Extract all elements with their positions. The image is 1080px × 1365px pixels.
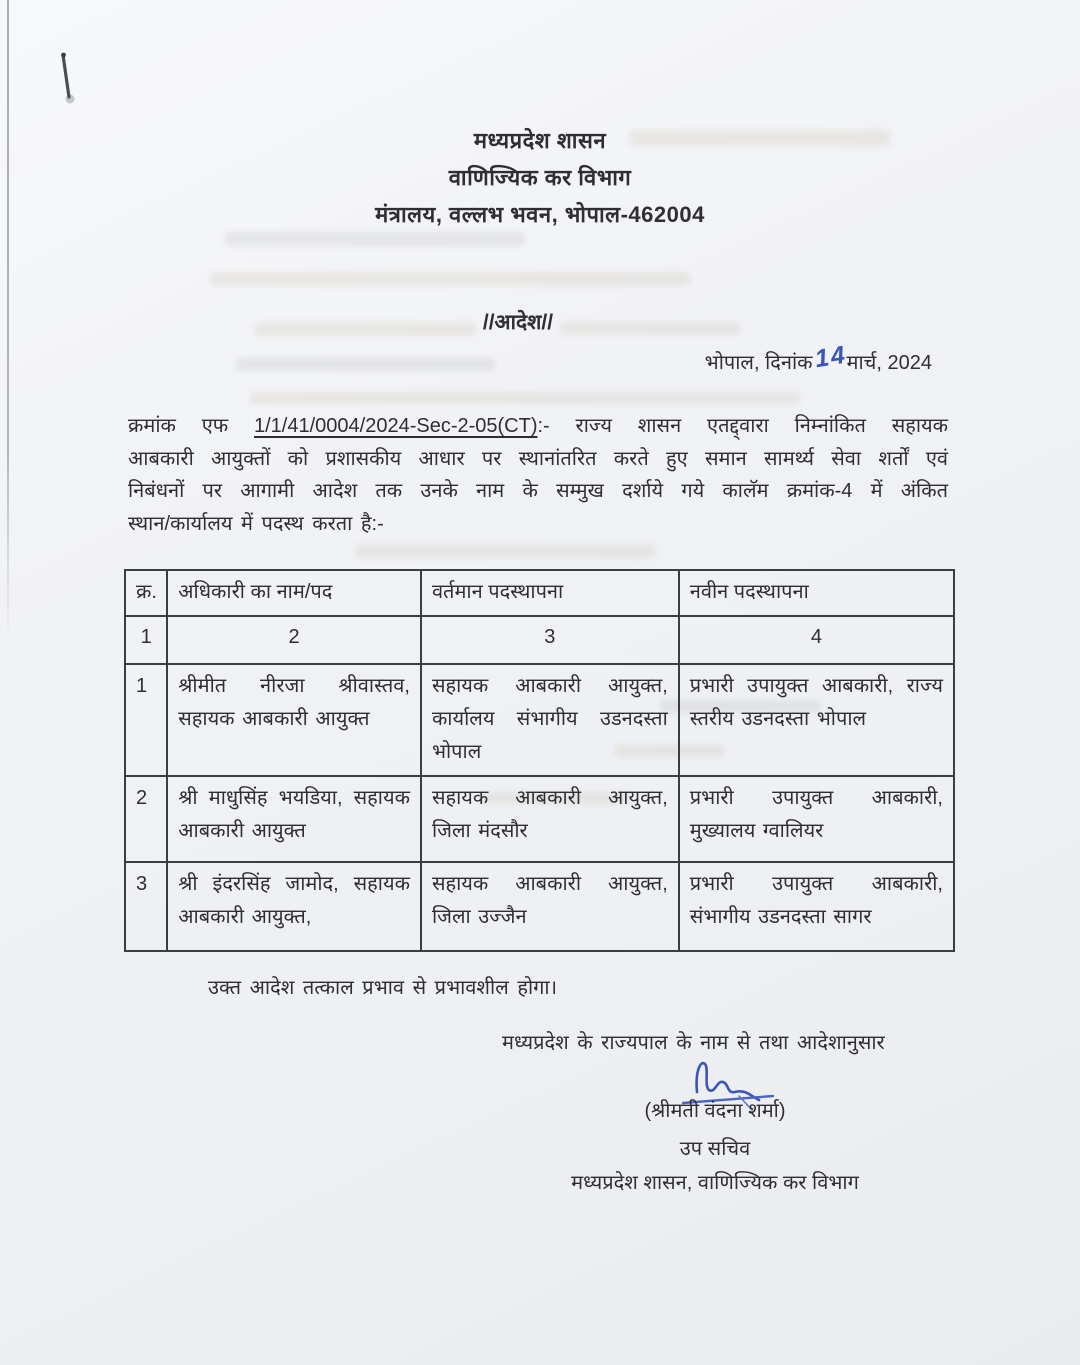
govt-name: मध्यप्रदेश शासन [473, 128, 607, 153]
reference-number: 1/1/41/0004/2024-Sec-2-05(CT) [254, 415, 538, 437]
handwritten-day: 14 [812, 340, 849, 374]
col-header-sno: क्र. [125, 570, 167, 616]
officer-name: श्री माधुसिंह भयडिया, सहायक आबकारी आयुक्त [167, 776, 421, 862]
row-sno: 1 [125, 664, 167, 776]
new-posting: प्रभारी उपायुक्त आबकारी, मुख्यालय ग्वालियर [679, 776, 954, 862]
ghost-showthrough [355, 545, 655, 558]
col-header-name: अधिकारी का नाम/पद [167, 570, 421, 616]
signatory-block [500, 1098, 930, 1196]
col-number-1: 1 [125, 616, 167, 664]
letterhead [0, 122, 1080, 233]
col-header-current-posting: वर्तमान पदस्थापना [421, 570, 679, 616]
current-posting: सहायक आबकारी आयुक्त, जिला उज्जैन [421, 862, 679, 951]
pen-stroke-mark [52, 45, 92, 115]
ghost-showthrough [235, 358, 495, 371]
table-row [125, 776, 954, 862]
new-posting: प्रभारी उपायुक्त आबकारी, संभागीय उडनदस्ता सागर [679, 862, 954, 951]
new-posting: प्रभारी उपायुक्त आबकारी, राज्य स्तरीय उडनदस्ता भोपाल [679, 664, 954, 776]
row-sno: 3 [125, 862, 167, 951]
order-title: //आदेश// [482, 311, 554, 334]
current-posting: सहायक आबकारी आयुक्त, जिला मंदसौर [421, 776, 679, 862]
column-number-row [125, 616, 954, 664]
office-address: मंत्रालय, वल्लभ भवन, भोपाल-462004 [375, 202, 705, 227]
reference-prefix: क्रमांक एफ [128, 415, 254, 437]
col-header-new-posting: नवीन पदस्थापना [679, 570, 954, 616]
table-row [125, 664, 954, 776]
body-line-1 [128, 410, 948, 443]
table-header-row [125, 570, 954, 616]
col-number-3: 3 [421, 616, 679, 664]
table-row [125, 862, 954, 951]
body-line-1-rest: :- राज्य शासन एतद्द्वारा निम्नांकित सहायक [537, 415, 948, 437]
ghost-showthrough [225, 232, 525, 246]
date-prefix: भोपाल, दिनांक [704, 352, 813, 374]
closing-sentence: उक्त आदेश तत्काल प्रभाव से प्रभावशील होगा। [208, 977, 558, 999]
department-name: वाणिज्यिक कर विभाग [448, 165, 632, 190]
officer-name: श्री इंदरसिंह जामोद, सहायक आबकारी आयुक्त, [167, 862, 421, 951]
current-posting: सहायक आबकारी आयुक्त, कार्यालय संभागीय उडनदस्ता भोपाल [421, 664, 679, 776]
row-sno: 2 [125, 776, 167, 862]
body-line-4: स्थान/कार्यालय में पदस्थ करता है:- [128, 512, 384, 535]
col-number-4: 4 [679, 616, 954, 664]
body-line-2: आबकारी आयुक्तों को प्रशासकीय आधार पर स्थानांतरित करते हुए समान सामर्थ्य सेवा शर्तों एवं [128, 447, 948, 470]
body-line-3: निबंधनों पर आगामी आदेश तक उनके नाम के सम्मुख दर्शाये गये कालॅम क्रमांक-4 में अंकित [128, 480, 948, 502]
signatory-designation: उप सचिव [679, 1138, 751, 1160]
col-number-2: 2 [167, 616, 421, 664]
officer-name: श्रीमीत नीरजा श्रीवास्तव, सहायक आबकारी आयुक्त [167, 664, 421, 776]
ghost-showthrough [210, 272, 690, 286]
signatory-name: (श्रीमती वंदना शर्मा) [644, 1100, 786, 1122]
signatory-department: मध्यप्रदेश शासन, वाणिज्यिक कर विभाग [571, 1172, 859, 1194]
transfer-order-table [124, 569, 955, 952]
order-body-paragraph [128, 410, 948, 540]
by-order-line: मध्यप्रदेश के राज्यपाल के नाम से तथा आदेशानुसार [502, 1032, 885, 1054]
ghost-showthrough [250, 392, 800, 404]
place-date-line [704, 340, 932, 375]
date-suffix: मार्च, 2024 [846, 352, 932, 374]
